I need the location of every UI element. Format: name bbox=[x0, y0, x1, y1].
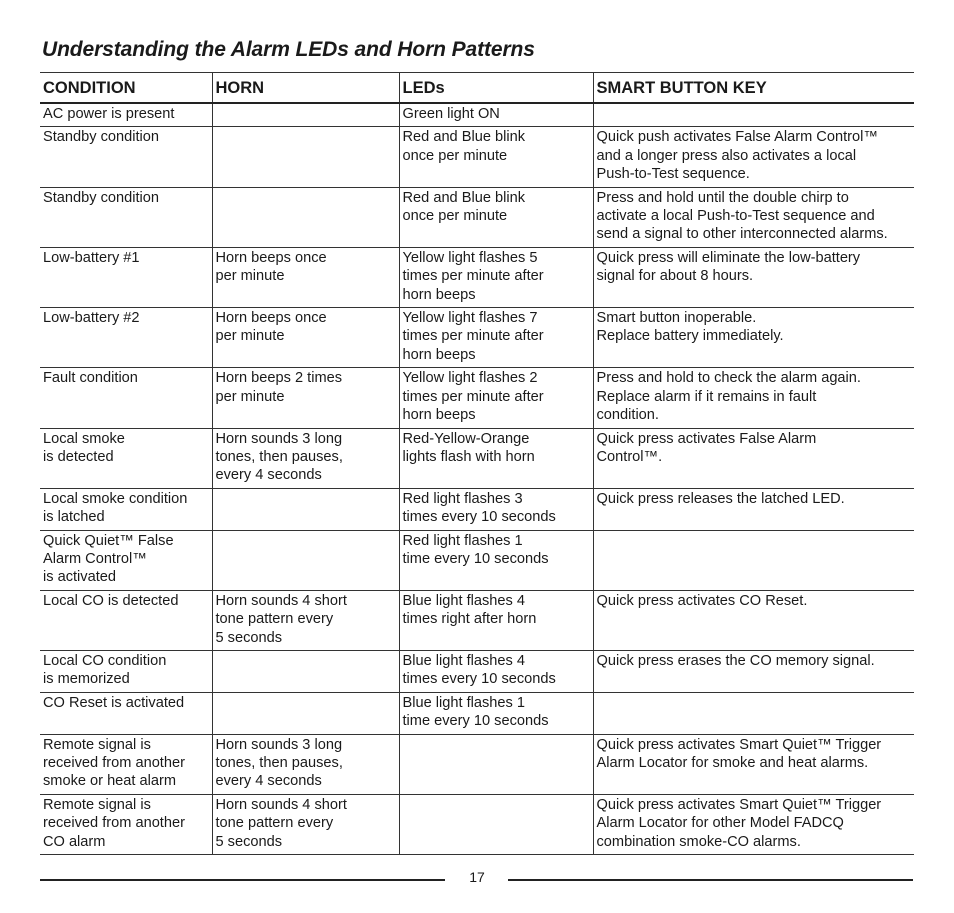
cell-condition: Local CO is detected bbox=[40, 590, 212, 650]
table-row bbox=[40, 650, 914, 692]
cell-horn bbox=[212, 488, 399, 530]
cell-horn bbox=[212, 127, 399, 187]
table-row bbox=[40, 103, 914, 127]
cell-smart-button-key: Press and hold until the double chirp to activate a local Push-to-Test sequence and send a signal to other interconnected alarms. bbox=[593, 187, 914, 247]
cell-leds: Red-Yellow-Orange lights flash with horn bbox=[399, 428, 593, 488]
cell-leds: Blue light flashes 1 time every 10 seconds bbox=[399, 692, 593, 734]
cell-smart-button-key: Smart button inoperable. Replace battery immediately. bbox=[593, 308, 914, 368]
cell-horn: Horn sounds 3 long tones, then pauses, every 4 seconds bbox=[212, 428, 399, 488]
cell-smart-button-key bbox=[593, 530, 914, 590]
cell-condition: CO Reset is activated bbox=[40, 692, 212, 734]
cell-leds: Red light flashes 1 time every 10 seconds bbox=[399, 530, 593, 590]
cell-horn bbox=[212, 650, 399, 692]
cell-smart-button-key: Quick press activates CO Reset. bbox=[593, 590, 914, 650]
cell-horn: Horn sounds 3 long tones, then pauses, every 4 seconds bbox=[212, 734, 399, 794]
page-title: Understanding the Alarm LEDs and Horn Patterns bbox=[42, 38, 535, 61]
cell-condition: Fault condition bbox=[40, 368, 212, 428]
cell-smart-button-key: Quick press activates False Alarm Control™. bbox=[593, 428, 914, 488]
cell-horn bbox=[212, 692, 399, 734]
cell-horn: Horn sounds 4 short tone pattern every 5 seconds bbox=[212, 794, 399, 854]
cell-condition: Local smoke is detected bbox=[40, 428, 212, 488]
cell-leds: Red and Blue blink once per minute bbox=[399, 127, 593, 187]
table-row bbox=[40, 692, 914, 734]
cell-smart-button-key bbox=[593, 692, 914, 734]
cell-condition: Low-battery #1 bbox=[40, 247, 212, 307]
page-number: 17 bbox=[469, 869, 485, 885]
header-horn: HORN bbox=[212, 73, 399, 104]
table-header-row bbox=[40, 73, 914, 104]
cell-condition: Standby condition bbox=[40, 127, 212, 187]
cell-leds: Yellow light flashes 5 times per minute after horn beeps bbox=[399, 247, 593, 307]
cell-horn: Horn beeps 2 times per minute bbox=[212, 368, 399, 428]
cell-condition: Remote signal is received from another CO alarm bbox=[40, 794, 212, 854]
cell-horn: Horn sounds 4 short tone pattern every 5 seconds bbox=[212, 590, 399, 650]
cell-condition: Low-battery #2 bbox=[40, 308, 212, 368]
cell-smart-button-key: Quick press releases the latched LED. bbox=[593, 488, 914, 530]
header-leds: LEDs bbox=[399, 73, 593, 104]
table-row bbox=[40, 127, 914, 187]
cell-leds: Red and Blue blink once per minute bbox=[399, 187, 593, 247]
footer-rule-left bbox=[40, 879, 445, 881]
cell-horn: Horn beeps once per minute bbox=[212, 247, 399, 307]
table-row bbox=[40, 590, 914, 650]
cell-leds bbox=[399, 734, 593, 794]
cell-leds: Blue light flashes 4 times every 10 seconds bbox=[399, 650, 593, 692]
cell-smart-button-key: Press and hold to check the alarm again. Replace alarm if it remains in fault condition. bbox=[593, 368, 914, 428]
table-row bbox=[40, 187, 914, 247]
cell-horn bbox=[212, 103, 399, 127]
cell-leds: Red light flashes 3 times every 10 seconds bbox=[399, 488, 593, 530]
cell-leds: Yellow light flashes 2 times per minute after horn beeps bbox=[399, 368, 593, 428]
cell-smart-button-key: Quick press will eliminate the low-battery signal for about 8 hours. bbox=[593, 247, 914, 307]
table-row bbox=[40, 488, 914, 530]
cell-smart-button-key bbox=[593, 103, 914, 127]
cell-condition: Local smoke condition is latched bbox=[40, 488, 212, 530]
table-row bbox=[40, 368, 914, 428]
cell-leds: Green light ON bbox=[399, 103, 593, 127]
cell-horn bbox=[212, 530, 399, 590]
alarm-led-horn-table bbox=[40, 72, 914, 855]
cell-smart-button-key: Quick press activates Smart Quiet™ Trigger Alarm Locator for other Model FADCQ combination smoke-CO alarms. bbox=[593, 794, 914, 854]
table-row bbox=[40, 308, 914, 368]
cell-condition: Quick Quiet™ False Alarm Control™ is activated bbox=[40, 530, 212, 590]
cell-condition: AC power is present bbox=[40, 103, 212, 127]
footer-rule-right bbox=[508, 879, 913, 881]
cell-leds bbox=[399, 794, 593, 854]
cell-condition: Remote signal is received from another smoke or heat alarm bbox=[40, 734, 212, 794]
table-row bbox=[40, 734, 914, 794]
cell-horn bbox=[212, 187, 399, 247]
cell-leds: Blue light flashes 4 times right after horn bbox=[399, 590, 593, 650]
cell-condition: Standby condition bbox=[40, 187, 212, 247]
table-row bbox=[40, 247, 914, 307]
cell-horn: Horn beeps once per minute bbox=[212, 308, 399, 368]
header-smart-button-key: SMART BUTTON KEY bbox=[593, 73, 914, 104]
cell-smart-button-key: Quick push activates False Alarm Control™ and a longer press also activates a local Push-to-Test sequence. bbox=[593, 127, 914, 187]
header-condition: CONDITION bbox=[40, 73, 212, 104]
cell-leds: Yellow light flashes 7 times per minute after horn beeps bbox=[399, 308, 593, 368]
table-row bbox=[40, 794, 914, 854]
cell-smart-button-key: Quick press erases the CO memory signal. bbox=[593, 650, 914, 692]
table-row bbox=[40, 428, 914, 488]
cell-smart-button-key: Quick press activates Smart Quiet™ Trigger Alarm Locator for smoke and heat alarms. bbox=[593, 734, 914, 794]
cell-condition: Local CO condition is memorized bbox=[40, 650, 212, 692]
table-row bbox=[40, 530, 914, 590]
